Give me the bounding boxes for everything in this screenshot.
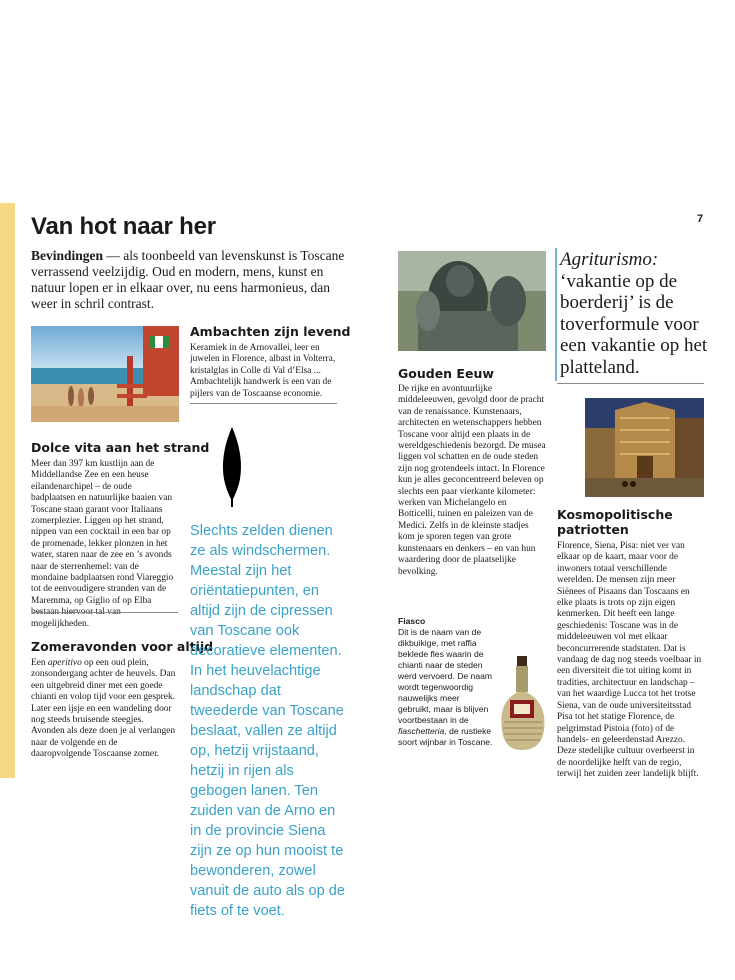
fiasco-title: Fiasco: [398, 616, 426, 626]
divider: [557, 383, 704, 384]
intro-paragraph: [31, 248, 351, 312]
cosmo-body: Florence, Siena, Pisa: niet ver van elkaar op de kaart, maar voor de inwoners totaal verschillende werelden. De mensen zijn meer Siënees of Pisaans dan Toscaans en elke plaats is trots op zijn eigen kenmerken. Dit heeft een lange geschiedenis: Toscane was in de middeleeuwen vol met elkaar beconcurrerende stadstaten. Dat is vandaag de dag nog steeds voelbaar in een diversiteit die tot uiting komt in tradities, architectuur en landschap – van het waardige Lucca tot het trotse Siena, van de oude universiteitsstad Pisa tot het statige Florence, de pelgrimstad Pistoia (foto) of de handels- en geleerdenstad Arezzo. Deze stedelijke cultuur overheerst in de noordelijke helft van de regio, terwijl het zuiden zeer landelijk blijft.: [557, 541, 702, 780]
divider: [31, 612, 178, 613]
summer-body: [31, 658, 177, 761]
fiasco-caption: [398, 616, 494, 748]
golden-body: De rijke en avontuurlijke middeleeuwen, gevolgd door de pracht van de renaissance. Kunstenaars, architecten en wetenschappers hebben Toscane voor altijd een plaats in de wereldgeschiedenis bezorgd. De musea liggen vol schatten en de oude steden zijn nog grotendeels intact. In Florence kun je alles geconcentreerd beleven op slechts een paar vierkante kilometer: werken van Michelangelo en Botticelli, tuinen en paleizen van de Medici. Zelfs in de kleinste stadjes kom je sporen tegen van grote kunstenaars en denkers – en van hun waardering door de plaatselijke bevolking.: [398, 384, 546, 577]
fiasco-text-italic: fiaschetteria: [398, 726, 445, 736]
agriturismo-quote: [560, 249, 720, 378]
summer-body-prefix: Een: [31, 658, 48, 668]
crafts-heading: Ambachten zijn levend: [190, 324, 351, 339]
cosmo-heading: Kosmopolitische patriotten: [557, 507, 673, 537]
wine-bottle-icon: [496, 656, 550, 752]
beach-body: Meer dan 397 km kustlijn aan de Middellandse Zee en een heuse eilandenarchipel – de oude badplaatsen en natuurlijke baaien van Toscane staan garant voor Italiaans zomerplezier. Liggen op het strand, nippen van een cocktail in een bar op de promenade, lekker plonzen in het water, staren naar de zee en ’s avonds naar de sterrenhemel: van de mondaine badplaatsen rond Viareggio tot de eenvoudigere stranden van de Maremma, op Giglio of op Elba mogelijkheden.: [31, 459, 174, 629]
fiasco-text-a: Dit is de naam van de dikbuikige, met raffia beklede fles waarin de chianti naar de steden werd vervoerd. De naam wordt tegenwoordig nauwelijks meer gebruikt, maar is blijven voortbestaan in de: [398, 627, 493, 725]
yellow-margin-bar: [0, 203, 15, 778]
cypress-quote: Slechts zelden dienen ze als windschermen. Meestal zijn het oriëntatiepunten, en altijd zijn de cipressen van Toscane ook decoratieve elementen. In het heuvelachtige landschap dat tweederde van Toscane beslaat, vallen ze altijd op, hetzij vrijstaand, hetzij in rijen als gebogen lanen. Ten zuiden van de Arno en in de provincie Siena zijn ze op hun mooist te bewonderen, zowel vanuit de auto als op de fiets of te voet.: [190, 523, 345, 919]
page-number: 7: [697, 213, 704, 225]
agriturismo-text: ‘vakantie op de boerderij’ is de toverformule voor een vakantie op het platteland.: [560, 270, 708, 378]
golden-heading: Gouden Eeuw: [398, 366, 494, 381]
summer-heading: Zomeravonden voor altijd: [31, 639, 214, 654]
summer-body-rest: op een oud plein, zonsondergang achter de heuvels. Dan een uitgebreid diner met een goede chianti en volop tijd voor een gesprek. Later een ijsje en een wandeling door nog steeds bruisende steegjes. Avonden als deze doen je al verlangen naar de volgende en de daaropvolgende Toscaanse zomer.: [31, 658, 176, 760]
intro-text: — als toonbeeld van levenskunst is Toscane verrassend veelzijdig. Oud en modern, mens, kunst en natuur lopen er in elkaar over, nu eens harmonieus, dan weer in schril contrast.: [31, 248, 345, 311]
agriturismo-italic: Agriturismo:: [560, 249, 659, 270]
page-title: Van hot naar her: [31, 213, 216, 240]
cypress-icon: [219, 427, 245, 507]
statue-photo: [398, 251, 546, 351]
intro-lead: Bevindingen: [31, 248, 104, 263]
beach-heading: Dolce vita aan het strand: [31, 440, 210, 455]
crafts-body: Keramiek in de Arnovallei, leer en juwelen in Florence, albast in Volterra, kristalglas in Colle di Val d’Elsa ... Ambachtelijk handwerk is een van de pijlers van de Toscaanse economie.: [190, 343, 336, 399]
accent-line: [555, 248, 557, 381]
summer-body-italic: aperitivo: [47, 658, 82, 668]
pistoia-photo: [585, 398, 704, 497]
divider: [190, 403, 337, 404]
fiasco-text-b: , de rustieke soort wijnbar in Toscane.: [398, 726, 493, 747]
beach-photo: [31, 326, 179, 422]
